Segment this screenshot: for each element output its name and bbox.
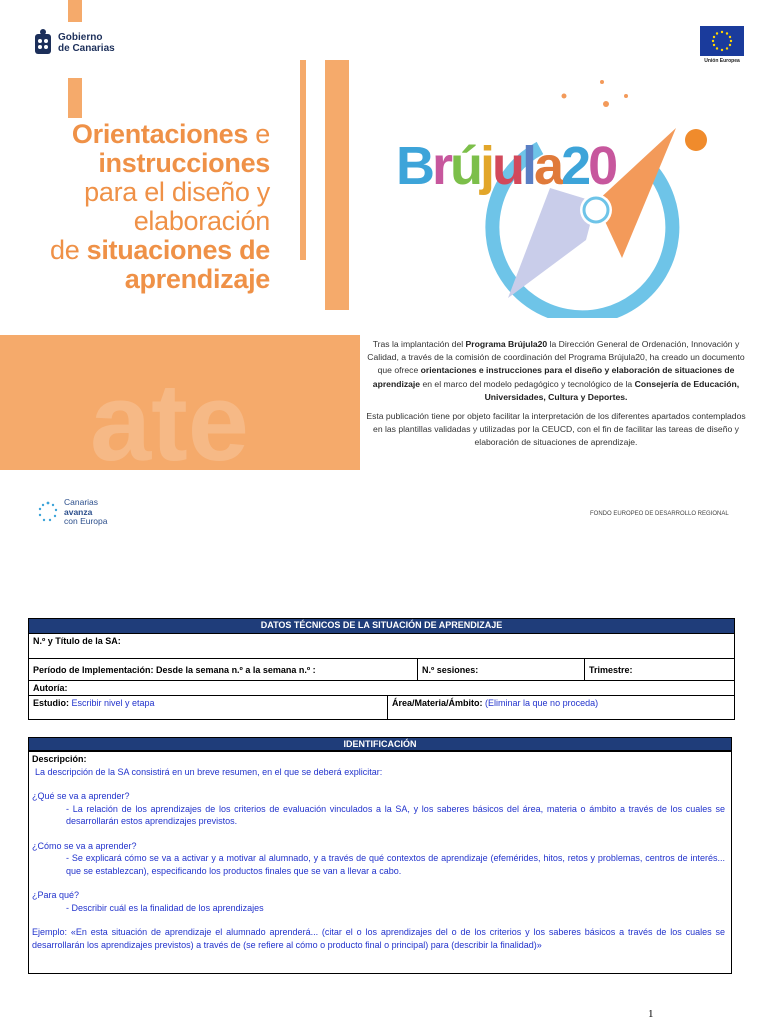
ejemplo-text: Ejemplo: «En esta situación de aprendizaje el alumnado aprenderá... (citar el o los aprendizajes del o de los criterios y los saberes básicos a través de los cuales se desarrollarán los aprendizajes previstos) a través de (se refiere al cómo o producto final o principal) para (describir la finalidad)» <box>32 927 725 950</box>
avanza-l2: avanza <box>64 506 93 517</box>
intro-text-f: Consejería de Educación, Universidades, Cultura y Deportes. <box>484 378 740 402</box>
question-para: ¿Para qué? <box>32 890 80 900</box>
question-que: ¿Qué se va a aprender? <box>32 791 130 801</box>
question-como-text: - Se explicará cómo se va a activar y a motivar al alumnado, y a través de qué contextos de aprendizaje (efemérides, hitos, retos y problemas, centros de interés... que se establezcan), especificando los productos finales que se van a llevar a cabo. <box>66 853 725 876</box>
gobierno-canarias-logo <box>32 28 115 58</box>
datos-tecnicos-table <box>28 618 735 696</box>
sesiones-field[interactable]: N.º sesiones: <box>418 659 585 681</box>
title-l3: para el diseño y <box>84 177 270 207</box>
orange-bar-mid <box>300 60 306 260</box>
intro-paragraph-2: Esta publicación tiene por objeto facilitar la interpretación de los diferentes apartados contemplados en las plantillas validadas y utilizadas por la CEUCD, con el fin de facilitar las tareas de diseño y elaboración de situaciones de aprendizaje. <box>366 411 746 448</box>
orange-bar-left <box>68 78 82 118</box>
descripcion-box[interactable] <box>28 750 732 974</box>
descripcion-intro: La descripción de la SA consistirá en un breve resumen, en el que se deberá explicitar: <box>35 766 383 777</box>
title-l4: elaboración <box>133 206 270 236</box>
eu-label: Unión Europea <box>704 58 740 64</box>
avanza-l1: Canarias <box>64 497 99 507</box>
ate-watermark: ate <box>90 361 249 470</box>
orange-bar-top <box>68 0 82 22</box>
titulo-sa-field[interactable]: N.º y Título de la SA: <box>29 634 735 659</box>
estudio-label: Estudio: <box>33 698 69 708</box>
canarias-avanza-logo <box>36 498 107 527</box>
datos-tecnicos-header: DATOS TÉCNICOS DE LA SITUACIÓN DE APRENDIZAJE <box>29 619 735 634</box>
title-l5a: de <box>49 235 87 265</box>
logo-line-1: Gobierno <box>58 32 103 43</box>
area-value: (Eliminar la que no proceda) <box>482 698 599 708</box>
title-l6: aprendizaje <box>124 264 270 294</box>
area-field[interactable] <box>388 696 735 720</box>
cover-intro-text <box>362 338 750 456</box>
page-number: 1 <box>648 1008 654 1020</box>
estudio-value: Escribir nivel y etapa <box>69 698 155 708</box>
area-label: Área/Materia/Ámbito: <box>392 698 483 708</box>
intro-text-c: la Dirección General de Ordenación, Innovación y Calidad, a través de la comisión de coordinación del Programa Brújula20, ha creado un documento que ofrece <box>367 339 745 376</box>
estudio-table <box>28 695 735 720</box>
title-l5b: situaciones de <box>86 235 270 265</box>
avanza-dots-icon <box>36 500 60 524</box>
question-para-text: - Describir cuál es la finalidad de los aprendizajes <box>66 902 264 913</box>
trimestre-field[interactable]: Trimestre: <box>585 659 735 681</box>
estudio-field[interactable] <box>29 696 388 720</box>
coat-of-arms-icon <box>32 28 54 58</box>
periodo-field[interactable]: Período de Implementación: Desde la semana n.º a la semana n.º : <box>29 659 418 681</box>
identificacion-header: IDENTIFICACIÓN <box>28 737 732 752</box>
title-l2: instrucciones <box>98 148 270 178</box>
intro-text-d: orientaciones e instrucciones para el diseño y elaboración de situaciones de aprendizaje <box>372 365 735 389</box>
intro-text-e: en el marco del modelo pedagógico y tecnológico de la <box>420 378 635 389</box>
avanza-l3: con Europa <box>64 516 108 526</box>
intro-text-b: Programa Brújula20 <box>465 339 548 349</box>
title-l1b: e <box>248 119 270 149</box>
brujula20-logo-icon <box>390 78 720 318</box>
svg-text:Brújula20: Brújula20 <box>396 136 616 196</box>
fondo-europeo-label: FONDO EUROPEO DE DESARROLLO REGIONAL <box>590 511 729 517</box>
autoria-field[interactable]: Autoría: <box>29 681 735 696</box>
descripcion-label: Descripción: <box>32 754 87 764</box>
orange-bar-right <box>325 60 349 310</box>
title-l1a: Orientaciones <box>71 119 249 149</box>
question-como: ¿Cómo se va a aprender? <box>32 840 137 851</box>
question-que-text: - La relación de los aprendizajes de los criterios de evaluación vinculados a la SA, y los saberes básicos del área, materia o ámbito a través de los cuales se desarrollarán estos aprendizajes previstos. <box>66 803 725 826</box>
orange-band <box>0 335 360 470</box>
intro-text-a: Tras la implantación del <box>372 339 466 349</box>
eu-flag-icon <box>700 26 744 56</box>
logo-line-2: de Canarias <box>58 43 115 54</box>
cover-title <box>40 120 270 294</box>
